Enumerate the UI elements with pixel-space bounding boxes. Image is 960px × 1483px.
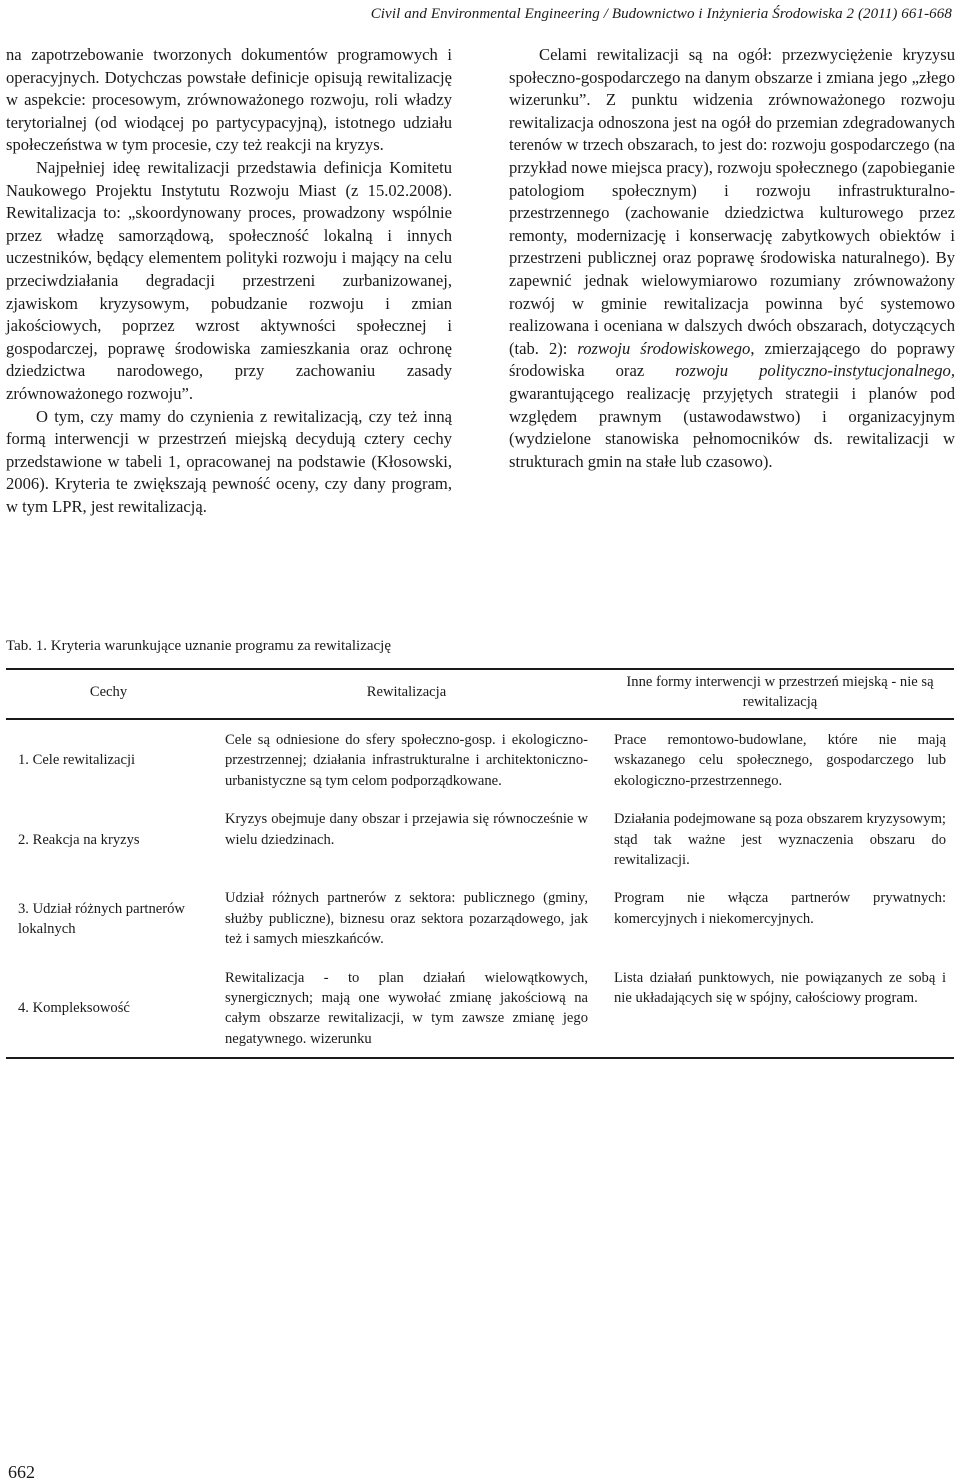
right-column: [509, 44, 955, 473]
paragraph: [509, 44, 955, 473]
running-head: Civil and Environmental Engineering / Budownictwo i Inżynieria Środowiska 2 (2011) 661-668: [370, 6, 952, 22]
header-revitalization: Rewitalizacja: [211, 669, 602, 719]
left-column: [6, 44, 452, 518]
revitalization-cell: Rewitalizacja - to plan działań wielowątkowych, synergicznych; mają one wywołać zmianę jakościową na całym obszarze rewitalizacji, w tym zawsze zmianę jego negatywnego. wizerunku: [211, 958, 602, 1059]
table-row: [6, 958, 954, 1059]
other-forms-cell: Program nie włącza partnerów prywatnych: komercyjnych i niekomercyjnych.: [614, 890, 946, 927]
feature-cell: 1. Cele rewitalizacji: [18, 752, 136, 769]
other-forms-cell: Działania podejmowane są poza obszarem kryzysowym; stąd tak ważne jest wyznaczenia obszaru do rewitalizacji.: [614, 811, 946, 869]
paragraph: na zapotrzebowanie tworzonych dokumentów programowych i operacyjnych. Dotychczas powstałe definicje opisują rewitalizację w aspekcie: procesowym, zrównoważonego rozwoju, roli władzy terytorialnej (od wiodącej po partycypacyjną), istotnego udziału społeczeństwa w tym procesie, czy też reakcji na kryzys.: [6, 45, 452, 155]
other-forms-cell: Prace remontowo-budowlane, które nie mają wskazanego celu społecznego, gospodarczego lub ekologiczno-przestrzennego.: [614, 732, 946, 789]
other-forms-cell: Lista działań punktowych, nie powiązanych ze sobą i nie układających się w spójny, całościowy program.: [602, 958, 954, 1059]
text-run: Celami rewitalizacji są na ogół: przezwyciężenie kryzysu społeczno-gospodarczego na danym obszarze i zmiana jego „złego wizerunku”. Z punktu widzenia zrównoważonego rozwoju rewitalizacja odnoszona jest na ogół do przemian zdegradowanych terenów w trzech obszarach, to jest do: rozwoju gospodarczego (na przykład nowe miejsca pracy), rozwoju społecznego (zapobieganie patologiom społecznym) i rozwoju infrastrukturalno-przestrzennego (zachowanie dziedzictwa kulturowego przez remonty, modernizację i konserwację zabytkowych obiektów i przestrzeni publicznej oraz poprawę środowiska naturalnego). By zapewnić jednak wielowymiarowo rozumiany zrównoważony rozwój w gminie rewitalizacja powinna być systemowo realizowana i oceniana w dalszych dwóch obszarach, dotyczących (tab. 2):: [509, 45, 956, 358]
table-header-row: [6, 669, 954, 719]
feature-cell: 4. Kompleksowość: [6, 958, 211, 1059]
feature-cell: 3. Udział różnych partnerów lokalnych: [18, 900, 185, 938]
paragraph: O tym, czy mamy do czynienia z rewitalizacją, czy też inną formą interwencji w przestrzeń miejską decydują cztery cechy przedstawione w tabeli 1, opracowanej na podstawie (Kłosowski, 2006). Kryteria te zwiększają pewność oceny, czy dany program, w tym LPR, jest rewitalizacją.: [6, 406, 452, 516]
table-caption: Tab. 1. Kryteria warunkujące uznanie programu za rewitalizację: [6, 638, 392, 654]
feature-cell: 2. Reakcja na kryzys: [18, 831, 140, 848]
table-row: [6, 719, 954, 799]
revitalization-cell: Cele są odniesione do sfery społeczno-gosp. i ekologiczno-przestrzennej; działania infrastrukturalne i architektoniczno-urbanistyczne są tym celom podporządkowane.: [225, 732, 588, 789]
emphasis: rozwoju polityczno-instytucjonalnego,: [675, 361, 955, 381]
paragraph: Najpełniej ideę rewitalizacji przedstawia definicja Komitetu Naukowego Projektu Instytutu Rozwoju Miast (z 15.02.2008). Rewitalizacja to: „skoordynowany proces, prowadzony wspólnie przez władzę samorządową, społeczność lokalną i innych uczestników, będący elementem polityki rozwoju i mający na celu przeciwdziałania degradacji przestrzeni zurbanizowanej, zjawiskom kryzysowym, pobudzanie rozwoju i zmian jakościowych, poprzez wzrost aktywności społecznej i gospodarczej, poprawę środowiska zamieszkania oraz ochronę dziedzictwa narodowego, przy zachowaniu zasady zrównoważonego rozwoju”.: [6, 157, 452, 403]
criteria-table: [6, 668, 954, 1059]
text-run: , zmierzającego do poprawy środowiska oraz: [509, 338, 955, 381]
revitalization-cell: Udział różnych partnerów z sektora: publicznego (gminy, służby publiczne), biznesu oraz sektora pozarządowego, jak też i samych mieszkańców.: [225, 890, 588, 948]
header-features: Cechy: [6, 669, 211, 719]
table-row: [6, 799, 954, 878]
revitalization-cell: Kryzys obejmuje dany obszar i przejawia się równocześnie w wielu dziedzinach.: [225, 811, 588, 848]
page-number: 662: [8, 1462, 35, 1482]
emphasis: rozwoju środowiskowego: [577, 338, 751, 358]
text-run: gwarantującego realizację przyjętych strategii i planów pod względem prawnym (ustawodawstwo) i organizacyjnym (wydzielone stanowiska pełnomocników ds. rewitalizacji w strukturach gmin na stałe lub czasowo).: [509, 383, 955, 471]
table-row: [6, 878, 954, 957]
header-other-forms: Inne formy interwencji w przestrzeń miejską - nie są rewitalizacją: [602, 669, 954, 719]
